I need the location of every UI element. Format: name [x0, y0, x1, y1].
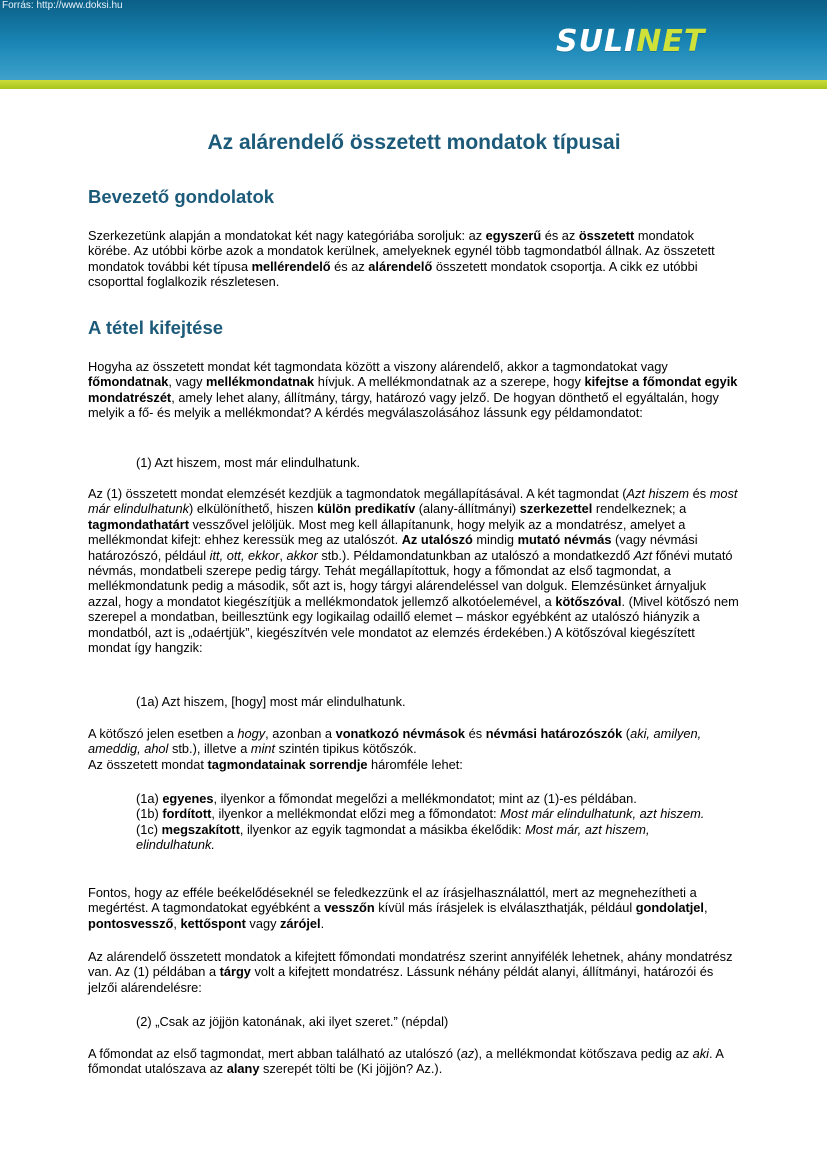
body-paragraph-6: Az alárendelő összetett mondatok a kifejtett főmondati mondatrész szerint annyifélék lehetnek, ahány mondatrész van. Az (1) példában a tárgy volt a kifejtett mondatrész. Lássunk néhány példát alanyi, állítmányi, határozói és jelzői alárendelésre:: [88, 949, 733, 995]
example-1a: (1a) Azt hiszem, [hogy] most már elindulhatunk.: [136, 694, 406, 709]
header-accent-strip: [0, 80, 827, 89]
section-heading-body: A tétel kifejtése: [88, 317, 224, 338]
page-title: Az alárendelő összetett mondatok típusai: [207, 131, 621, 154]
list-item: (1b) fordított, ilyenkor a mellékmondat előzi meg a főmondatot: Most már elindulhatunk, azt hiszem.: [136, 806, 705, 822]
logo-suli: SULI: [556, 24, 637, 59]
body-paragraph-2: Az (1) összetett mondat elemzését kezdjük a tagmondatok megállapításával. A két tagmondat (Azt hiszem és most már elindulhatunk) elkülöníthető, hiszen külön predikatív (alany-állítmányi) szerkezettel rendelkeznek; a tagmondathatárt vesszővel jelöljük. Most meg kell állapítanunk, hogy melyik az a mondatrész, amelyet a mellékmondat kifejt: ehhez keressük meg az utalószót. Az utalószó mindig mutató névmás (vagy névmási határozószó, például itt, ott, ekkor, akkor stb.). Példamondatunkban az utalószó a mondatkezdő Azt főnévi mutató névmás, mondatbeli szerepe pedig tárgy. Tehát megállapítottuk, hogy a főmondat az első tagmondat, a mellékmondatunk pedig a második, sőt azt is, hogy tárgyi alárendeléssel van dolguk. Elemzésünket árnyaljuk azzal, hogy a mondatot kiegészítjük a mellékmondatok jellemző alkotóelemével, a kötőszóval. (Mivel kötőszó nem szerepel a mondatban, beillesztünk egy logikailag odaillő elemet – máskor egyébként az utalószó hiányzik a mondatból, azt is „odaértjük”, kiegészítvén vele mondatot az elemzés érdekében.) A kötőszóval kiegészített mondat így hangzik:: [88, 486, 739, 656]
list-item: (1a) egyenes, ilyenkor a főmondat megelőzi a mellékmondatot; mint az (1)-es példában.: [136, 791, 637, 806]
site-header: [0, 0, 827, 80]
logo-net: NET: [636, 24, 706, 59]
body-paragraph-1: Hogyha az összetett mondat két tagmondata között a viszony alárendelő, akkor a tagmondatokat vagy főmondatnak, vagy mellékmondatnak hívjuk. A mellékmondatnak az a szerepe, hogy kifejtse a főmondat egyik mondatrészét, amely lehet alany, állítmány, tárgy, határozó vagy jelző. De hogyan dönthető el egyáltalán, hogy melyik a fő- és melyik a mellékmondat? A kérdés megválaszolásához lássunk egy példamondatot:: [88, 359, 738, 421]
intro-paragraph: Szerkezetünk alapján a mondatokat két nagy kategóriába soroljuk: az egyszerű és az összetett mondatok körébe. Az utóbbi körbe azok a mondatok kerülnek, amelyeknek egynél több tagmondatból állnak. Az összetett mondatok további két típusa mellérendelő és az alárendelő összetett mondatok csoportja. A cikk ez utóbbi csoporttal foglalkozik részletesen.: [88, 228, 715, 290]
source-line: Forrás: http://www.doksi.hu: [2, 0, 123, 11]
list-item: (1c) megszakított, ilyenkor az egyik tagmondat a másikba ékelődik: Most már, azt hiszem, elindulhatunk.: [136, 821, 650, 853]
section-heading-intro: Bevezető gondolatok: [88, 186, 275, 207]
body-paragraph-3: A kötőszó jelen esetben a hogy, azonban a vonatkozó névmások és névmási határozószók (aki, amilyen, ameddig, ahol stb.), illetve a mint szintén tipikus kötőszók. Az összetett mondat tagmondatainak sorrendje háromféle lehet:: [88, 726, 702, 772]
example-1: (1) Azt hiszem, most már elindulhatunk.: [136, 455, 361, 470]
body-paragraph-7: A főmondat az első tagmondat, mert abban található az utalószó (az), a mellékmondat kötőszava pedig az aki. A főmondat utalószava az alany szerepét tölti be (Ki jöjjön? Az.).: [88, 1046, 724, 1077]
body-paragraph-5: Fontos, hogy az efféle beékelődéseknél se feledkezzünk el az írásjelhasználattól, mert az megnehezítheti a megértést. A tagmondatokat egyébként a vesszőn kívül más írásjelek is elválaszthatják, például gondolatjel, pontosvessző, kettőspont vagy zárójel.: [88, 885, 708, 931]
order-list: [136, 791, 716, 853]
sulinet-logo[interactable]: [556, 24, 705, 59]
example-2: (2) „Csak az jöjjön katonának, aki ilyet szeret.” (népdal): [136, 1014, 449, 1029]
